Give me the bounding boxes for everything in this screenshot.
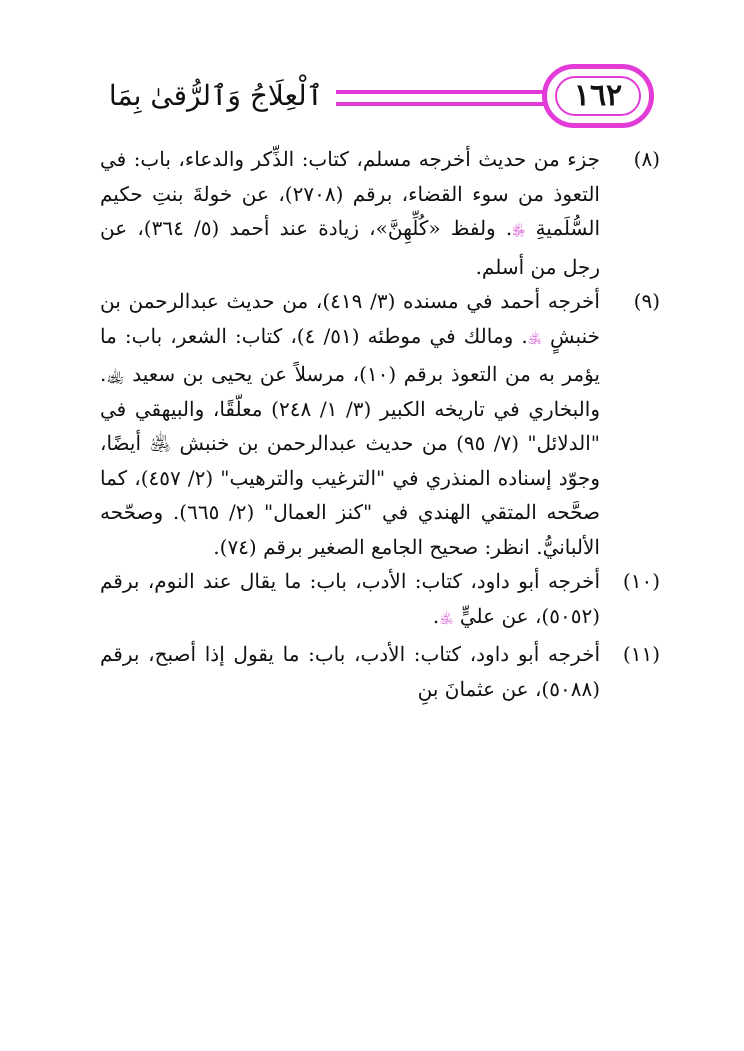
footnote-text xyxy=(100,142,600,284)
footnote-text-body: أخرجه أبو داود، كتاب: الأدب، باب: ما يقال عند النوم، برقم (٥٠٥٢)، عن عليٍّ xyxy=(100,569,600,628)
footnote-text-tail: . ولفظ «كُلِّهِنَّ»، زيادة عند أحمد (٥/ ٣٦٤)، عن رجل من أسلم. xyxy=(100,216,600,279)
honorific-mark: ﵂ xyxy=(512,224,526,239)
footnote-8 xyxy=(100,142,660,284)
footnote-number: (٩) xyxy=(633,289,660,313)
honorific-mark: ﵁ xyxy=(439,611,454,627)
footnote-9 xyxy=(100,284,660,564)
footnote-text-tail: . ومالك في موطئه (٥١/ ٤)، كتاب: الشعر، باب: ما يؤمر به من التعوذ برقم (١٠)، مرسلاً عن يحيى بن سعيد ﵀. والبخاري في تاريخه الكبير (٣/ ١/ ٢٤٨) معلّقًا، والبيهقي في "الدلائل" (٧/ ٩٥) من حديث عبدالرحمن بن خنبش ﵁ أيضًا، وجوّد إسناده المنذري في "الترغيب والترهيب" (٢/ ٤٥٧)، كما صحَّحه المتقي الهندي في "كنز العمال" (٢/ ٦٦٥). وصحّحه الألبانيُّ. انظر: صحيح الجامع الصغير برقم (٧٤). xyxy=(100,323,600,559)
honorific-mark: ﵁ xyxy=(527,331,542,347)
footnote-text-body: أخرجه أبو داود، كتاب: الأدب، باب: ما يقول إذا أصبح، برقم (٥٠٨٨)، عن عثمانَ بنِ xyxy=(100,642,600,701)
footnote-text xyxy=(100,564,600,637)
footnote-text xyxy=(100,284,600,564)
footnote-text-body: جزء من حديث أخرجه مسلم، كتاب: الذِّكر والدعاء، باب: في التعوذ من سوء القضاء، برقم (٢٧٠٨)، عن خولةَ بنتِ حكيم السُّلَميةِ xyxy=(100,147,600,240)
footnote-text xyxy=(100,637,600,710)
header-rule-top xyxy=(336,90,546,94)
footnote-text-body: أخرجه أحمد في مسنده (٣/ ٤١٩)، من حديث عبدالرحمن بن خنبشٍ xyxy=(100,289,600,348)
header-rule-bottom xyxy=(336,102,546,106)
page-number: ١٦٢ xyxy=(555,76,641,116)
footnote-number: (١١) xyxy=(622,642,660,666)
running-title: ٱلْعِلَاجُ وَٱلرُّقىٰ بِمَا xyxy=(108,79,324,112)
page-header xyxy=(100,62,655,134)
footnotes xyxy=(100,142,660,710)
footnote-number: (٨) xyxy=(633,147,660,171)
footnote-11 xyxy=(100,637,660,710)
footnote-text-tail: . xyxy=(432,603,440,628)
footnote-10 xyxy=(100,564,660,637)
page-number-badge xyxy=(542,64,654,128)
footnote-number: (١٠) xyxy=(622,569,660,593)
